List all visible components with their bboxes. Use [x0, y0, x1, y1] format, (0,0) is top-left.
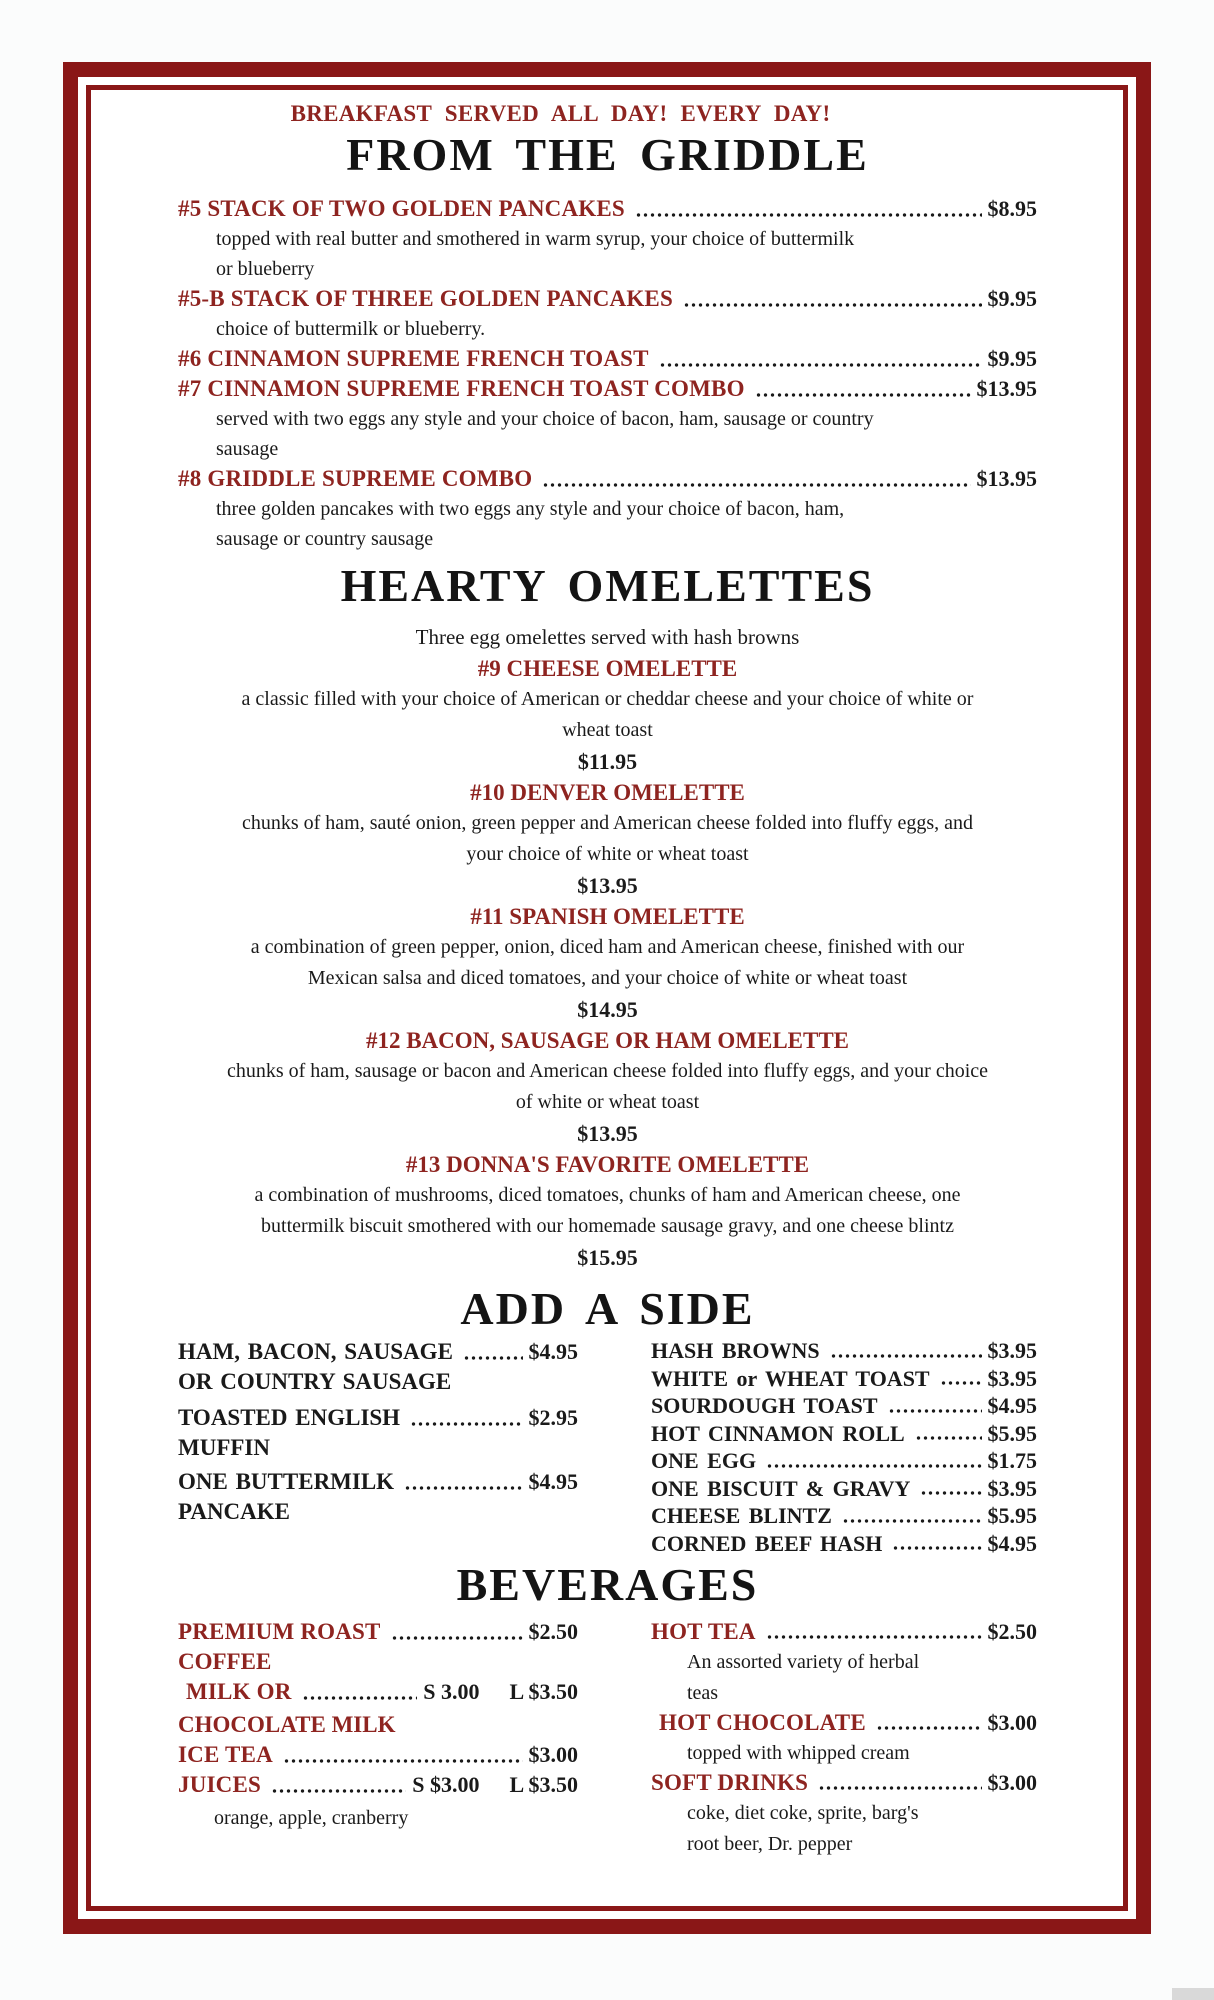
menu-content — [91, 90, 1123, 1906]
menu-item-price: $5.95 — [987, 1420, 1037, 1446]
menu-item — [178, 374, 1037, 404]
menu-item-price: $13.95 — [577, 873, 638, 898]
menu-item-name: CHOCOLATE MILK — [178, 1712, 396, 1737]
menu-item — [178, 1337, 578, 1367]
menu-item-price: $11.95 — [577, 749, 638, 774]
menu-item-price-small: S $3.00 — [412, 1772, 480, 1797]
menu-item-price: $3.95 — [987, 1475, 1037, 1501]
menu-item-price: $3.95 — [987, 1365, 1037, 1391]
menu-item — [178, 464, 1037, 494]
menu-item-price: $9.95 — [987, 286, 1037, 311]
menu-item-desc: three golden pancakes with two eggs any style and your choice of bacon, ham, — [216, 498, 845, 520]
menu-item-name: TOASTED ENGLISH — [178, 1405, 401, 1430]
menu-item-name: ONE BISCUIT & GRAVY — [651, 1475, 911, 1501]
menu-item-desc: topped with whipped cream — [687, 1742, 910, 1764]
section-title-omelettes: HEARTY OMELETTES — [340, 560, 875, 611]
menu-item-desc: orange, apple, cranberry — [214, 1807, 409, 1829]
dotted-leader — [892, 1546, 981, 1550]
dotted-leader — [920, 1491, 981, 1495]
menu-item-name: #5-B STACK OF THREE GOLDEN PANCAKES — [178, 286, 673, 311]
menu-item — [651, 1768, 1037, 1797]
menu-item-desc: a combination of green pepper, onion, diced ham and American cheese, finished with our — [250, 936, 965, 958]
dotted-leader — [283, 1759, 523, 1763]
menu-item — [651, 1365, 1037, 1393]
menu-item-price: $9.95 — [987, 346, 1037, 371]
menu-item-price: $15.95 — [577, 1245, 638, 1270]
menu-item-name: CORNED BEEF HASH — [651, 1530, 883, 1556]
menu-item — [651, 1530, 1037, 1558]
menu-item — [178, 284, 1037, 314]
menu-item-name: MUFFIN — [178, 1435, 270, 1460]
menu-item-desc: your choice of white or wheat toast — [466, 843, 749, 865]
menu-item-name: #6 CINNAMON SUPREME FRENCH TOAST — [178, 346, 649, 371]
menu-item-name: HASH BROWNS — [651, 1338, 820, 1363]
menu-item-desc: served with two eggs any style and your choice of bacon, ham, sausage or country — [216, 408, 874, 430]
menu-item-desc: a combination of mushrooms, diced tomatoes, chunks of ham and American cheese, one — [254, 1184, 961, 1206]
menu-item-name: JUICES — [178, 1772, 262, 1797]
menu-item-desc: teas — [687, 1682, 719, 1704]
menu-item — [178, 1770, 578, 1800]
dotted-leader — [888, 1409, 982, 1413]
menu-item-desc: of white or wheat toast — [515, 1091, 700, 1113]
menu-item-price: $13.95 — [976, 466, 1037, 491]
menu-item-price: $4.95 — [987, 1393, 1037, 1418]
beverages-right-column — [651, 1617, 1037, 1859]
menu-item-name: OR COUNTRY SAUSAGE — [178, 1369, 452, 1394]
menu-item-name: HOT TEA — [651, 1619, 756, 1644]
menu-item-desc: wheat toast — [562, 719, 653, 741]
menu-item-price: $13.95 — [577, 1121, 638, 1146]
menu-item-name: MILK OR — [186, 1679, 292, 1704]
dotted-leader — [271, 1789, 406, 1793]
menu-item-name: HOT CHOCOLATE — [659, 1710, 866, 1735]
menu-item-price: $1.75 — [987, 1448, 1037, 1473]
omelettes-subtitle: Three egg omelettes served with hash browns — [415, 625, 800, 649]
dotted-leader — [391, 1636, 523, 1640]
dotted-leader — [766, 1464, 981, 1468]
menu-item-name: CHEESE BLINTZ — [651, 1503, 832, 1528]
menu-item-name: ONE BUTTERMILK — [178, 1469, 395, 1494]
dotted-leader — [659, 363, 982, 367]
menu-item-price: $3.00 — [987, 1770, 1037, 1795]
menu-item-desc: Mexican salsa and diced tomatoes, and your choice of white or wheat toast — [307, 967, 908, 989]
menu-item-desc: buttermilk biscuit smothered with our homemade sausage gravy, and one cheese blintz — [261, 1215, 954, 1237]
menu-item-price: $2.50 — [987, 1619, 1037, 1644]
menu-item — [178, 194, 1037, 224]
menu-item-desc: root beer, Dr. pepper — [687, 1833, 853, 1855]
menu-item-desc: sausage — [216, 438, 279, 460]
menu-item-desc: or blueberry — [216, 258, 315, 280]
menu-item-desc: An assorted variety of herbal — [687, 1651, 920, 1673]
menu-item — [178, 1677, 578, 1707]
dotted-leader — [542, 483, 970, 487]
menu-item-name: #9 CHEESE OMELETTE — [477, 656, 738, 681]
menu-item-price: $4.95 — [528, 1339, 578, 1364]
menu-item — [651, 1475, 1037, 1503]
menu-item-price: $2.95 — [528, 1405, 578, 1430]
dotted-leader — [463, 1356, 523, 1360]
menu-item-name: #11 SPANISH OMELETTE — [470, 904, 745, 929]
dotted-leader — [876, 1726, 982, 1730]
menu-item — [651, 1392, 1037, 1420]
menu-outer-border — [63, 62, 1151, 1934]
menu-item-desc: sausage or country sausage — [216, 528, 434, 550]
menu-item-price-large: L $3.50 — [509, 1772, 578, 1797]
menu-item — [178, 1403, 578, 1433]
menu-item — [651, 1447, 1037, 1475]
section-title-griddle: FROM THE GRIDDLE — [346, 129, 869, 180]
menu-item-name: ONE EGG — [651, 1448, 757, 1473]
dotted-leader — [302, 1696, 418, 1700]
menu-item-name: #10 DENVER OMELETTE — [470, 780, 745, 805]
menu-item-name: HOT CINNAMON ROLL — [651, 1420, 905, 1446]
menu-item-name: #5 STACK OF TWO GOLDEN PANCAKES — [178, 196, 625, 221]
menu-item-price: $4.95 — [987, 1530, 1037, 1556]
menu-item — [651, 1502, 1037, 1530]
menu-item — [651, 1420, 1037, 1448]
dotted-leader — [940, 1381, 982, 1385]
menu-item-price: $14.95 — [577, 997, 638, 1022]
menu-item — [651, 1337, 1037, 1365]
menu-item-price: $3.00 — [987, 1710, 1037, 1735]
menu-item — [178, 1617, 578, 1647]
dotted-leader — [915, 1436, 982, 1440]
menu-item-desc: chunks of ham, sauté onion, green pepper and American cheese folded into fluffy eggs, and — [241, 812, 974, 834]
menu-item — [178, 1467, 578, 1497]
dotted-leader — [818, 1786, 981, 1790]
menu-tagline: BREAKFAST SERVED ALL DAY! EVERY DAY! — [290, 101, 831, 126]
menu-item-desc: a classic filled with your choice of American or cheddar cheese and your choice of white or — [241, 688, 974, 710]
menu-item-name: #7 CINNAMON SUPREME FRENCH TOAST COMBO — [178, 376, 745, 401]
menu-item-price: $13.95 — [976, 376, 1037, 401]
dotted-leader — [830, 1354, 982, 1358]
menu-item-name: PREMIUM ROAST — [178, 1619, 381, 1644]
menu-item-desc: topped with real butter and smothered in warm syrup, your choice of buttermilk — [216, 228, 855, 250]
menu-item-desc: coke, diet coke, sprite, barg's — [687, 1802, 919, 1824]
menu-item — [651, 1708, 1037, 1737]
menu-item-desc: chunks of ham, sausage or bacon and American cheese folded into fluffy eggs, and your choice — [226, 1060, 989, 1082]
dotted-leader — [766, 1635, 982, 1639]
section-title-beverages: BEVERAGES — [456, 1559, 759, 1610]
beverages-columns — [178, 1617, 1037, 1859]
dotted-leader — [842, 1519, 982, 1523]
menu-item-name: #12 BACON, SAUSAGE OR HAM OMELETTE — [365, 1028, 850, 1053]
menu-item-name: SOFT DRINKS — [651, 1770, 809, 1795]
menu-inner-border — [86, 85, 1128, 1911]
sides-columns — [178, 1337, 1037, 1557]
dotted-leader — [755, 393, 971, 397]
menu-item-name: #13 DONNA'S FAVORITE OMELETTE — [405, 1152, 810, 1177]
dotted-leader — [410, 1422, 522, 1426]
menu-item-price-small: S 3.00 — [423, 1679, 480, 1704]
sides-left-column — [178, 1337, 578, 1557]
menu-item-name: WHITE or WHEAT TOAST — [651, 1365, 930, 1391]
menu-item-price: $8.95 — [987, 196, 1037, 221]
section-title-sides: ADD A SIDE — [460, 1283, 755, 1334]
menu-item-price: $3.00 — [528, 1742, 578, 1767]
dotted-leader — [683, 303, 982, 307]
scan-corner-artifact — [1172, 1988, 1214, 2000]
menu-item-price-large: L $3.50 — [509, 1679, 578, 1704]
sides-right-column — [651, 1337, 1037, 1557]
menu-item-name: HAM, BACON, SAUSAGE — [178, 1339, 453, 1364]
menu-item — [178, 344, 1037, 374]
menu-item-name: COFFEE — [178, 1649, 272, 1674]
menu-item-name: SOURDOUGH TOAST — [651, 1393, 878, 1418]
menu-item-price: $5.95 — [987, 1503, 1037, 1528]
menu-item-name: PANCAKE — [178, 1499, 291, 1524]
menu-item — [178, 1740, 578, 1770]
dotted-leader — [404, 1486, 522, 1490]
menu-item-price: $4.95 — [528, 1469, 578, 1494]
beverages-left-column — [178, 1617, 578, 1859]
menu-item-name: ICE TEA — [178, 1742, 273, 1767]
menu-item-price: $3.95 — [987, 1338, 1037, 1363]
menu-item-name: #8 GRIDDLE SUPREME COMBO — [178, 466, 533, 491]
menu-item-price: $2.50 — [528, 1619, 578, 1644]
menu-item — [651, 1617, 1037, 1646]
menu-item-desc: choice of buttermilk or blueberry. — [216, 318, 486, 340]
dotted-leader — [635, 213, 982, 217]
